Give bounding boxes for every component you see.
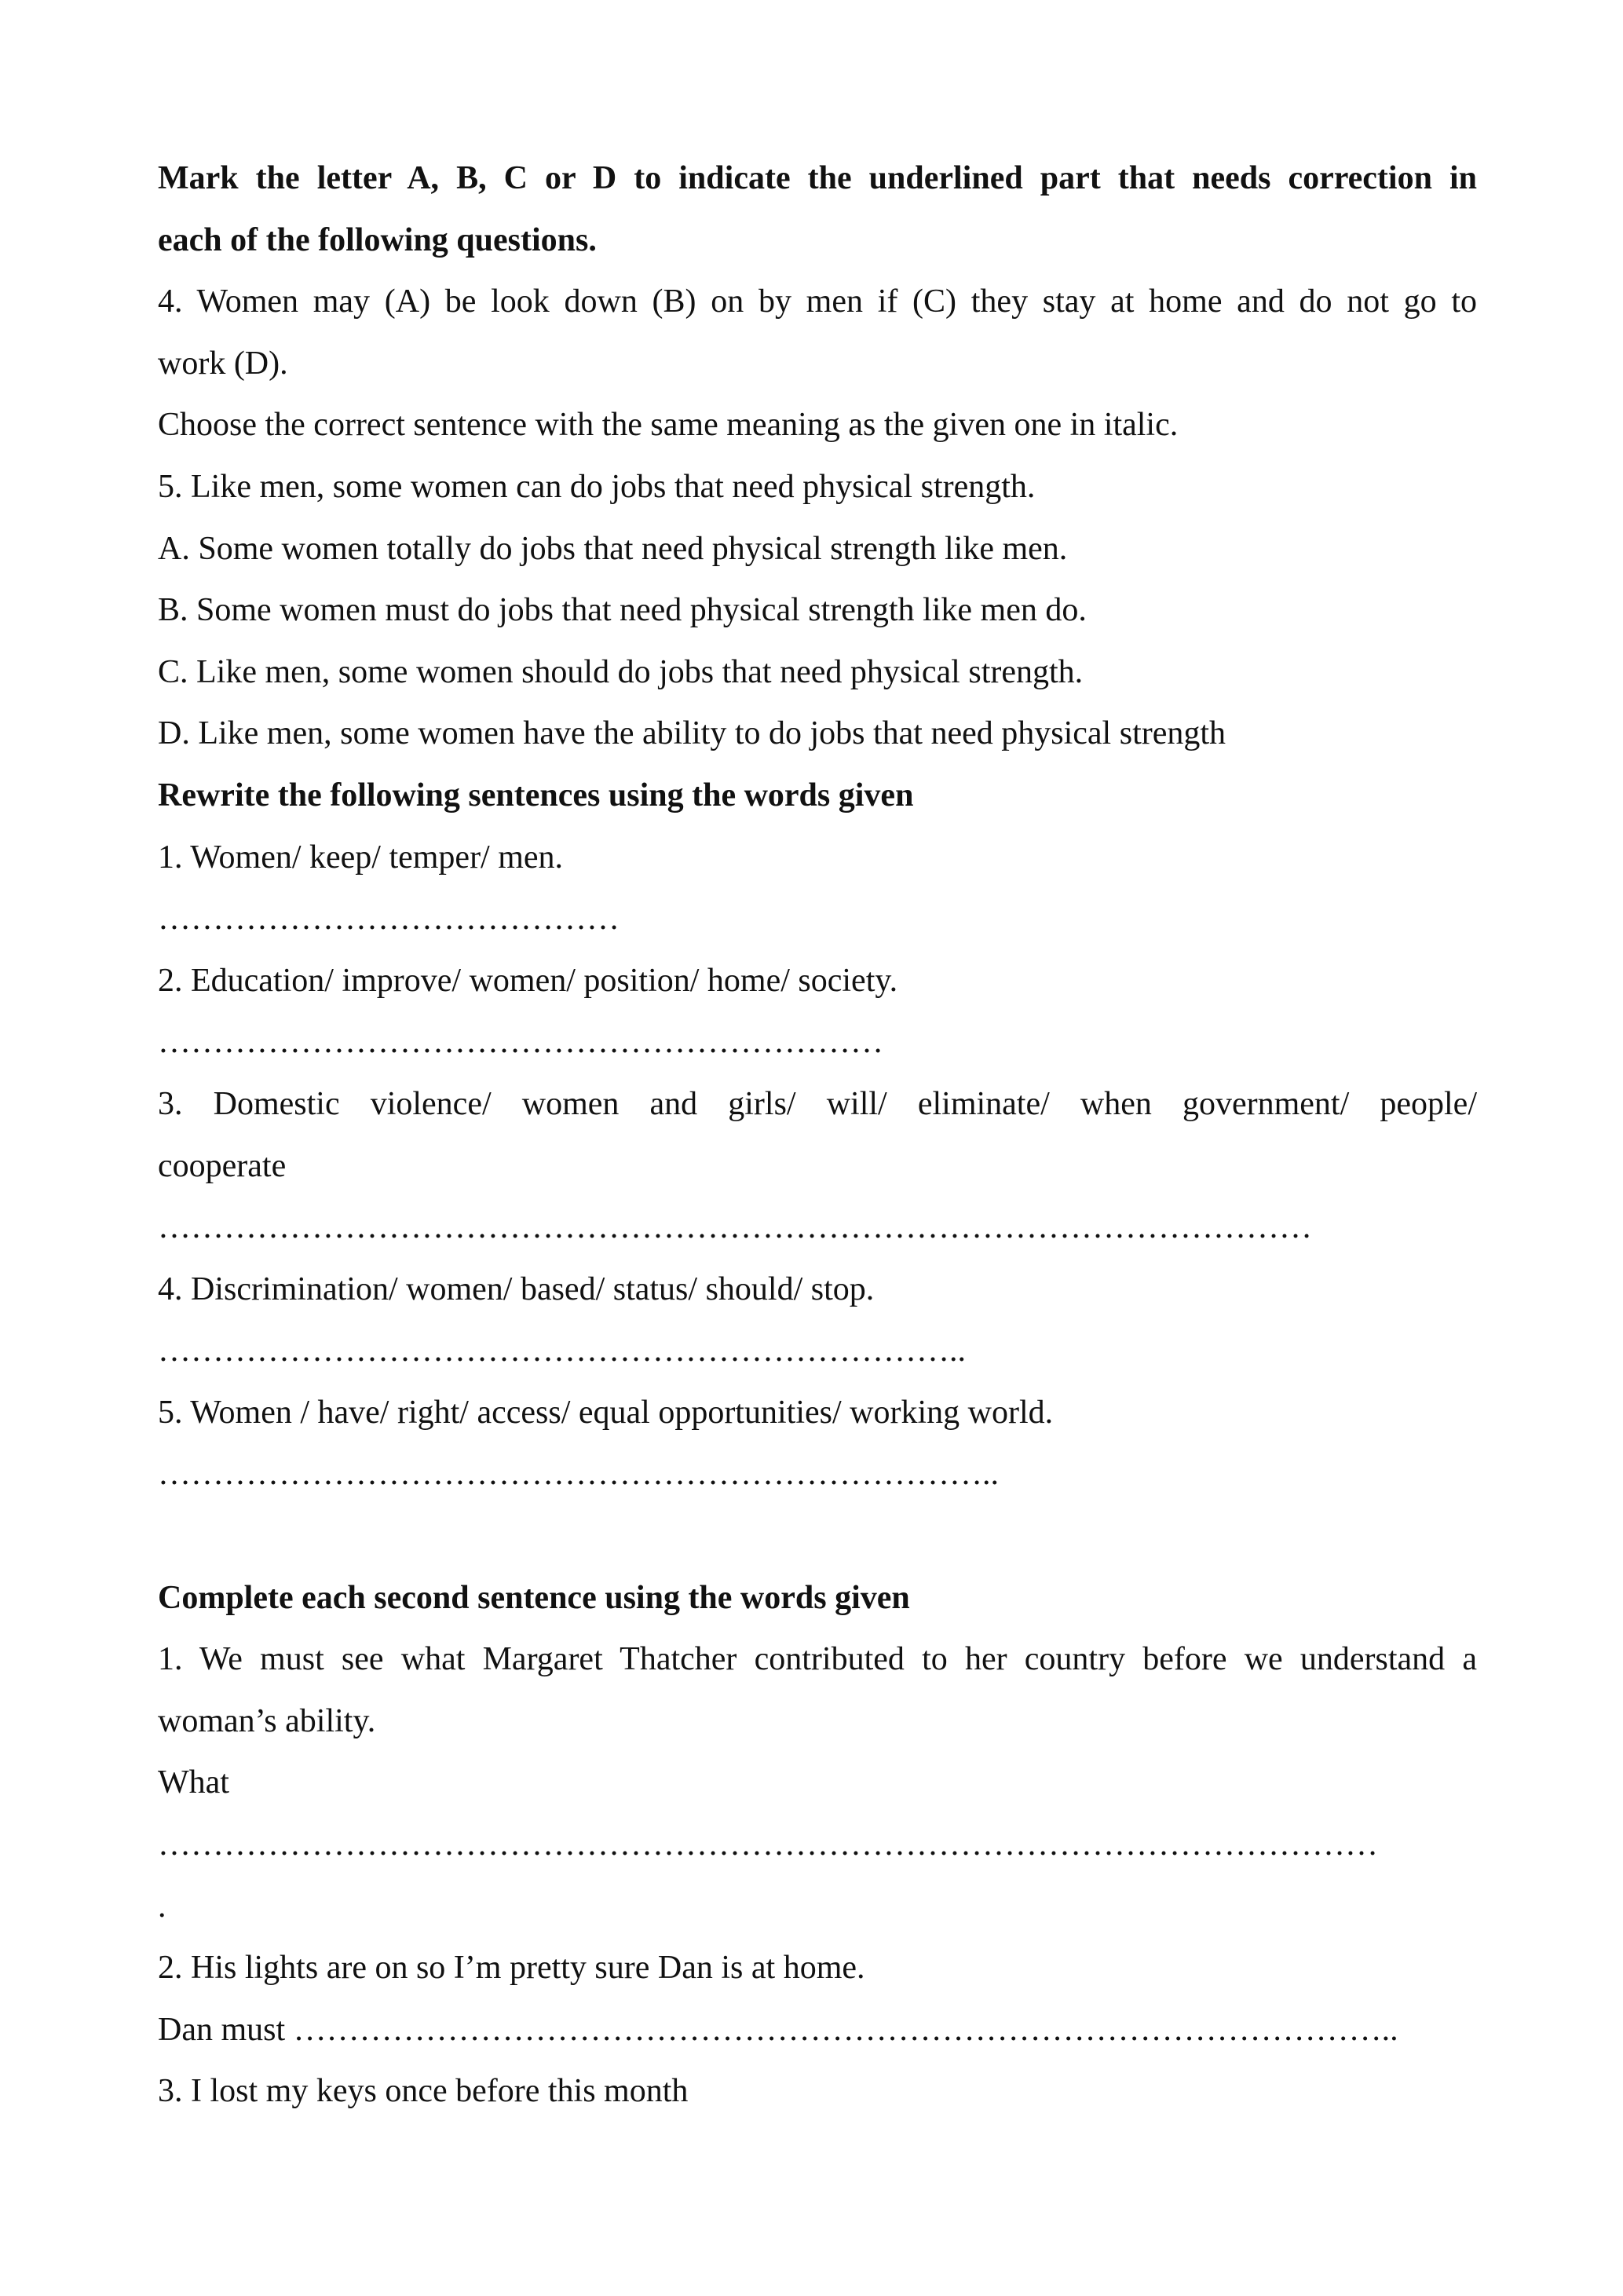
option-c: C. Like men, some women should do jobs that need physical strength. <box>158 653 1084 690</box>
question-text: 1. We must see what Margaret Thatcher contributed to her country before we understand a <box>158 1641 1477 1678</box>
section-heading: Rewrite the following sentences using the words given <box>158 777 914 813</box>
spacer <box>158 1505 1477 1567</box>
worksheet-page <box>158 148 1477 2122</box>
question-text: 5. Women / have/ right/ access/ equal opportunities/ working world. <box>158 1394 1054 1431</box>
question-text: 3. I lost my keys once before this month <box>158 2073 689 2110</box>
option-d: D. Like men, some women have the ability to do jobs that need physical strength <box>158 715 1226 752</box>
question-text: 5. Like men, some women can do jobs that need physical strength. <box>158 468 1036 505</box>
question-text: work (D). <box>158 345 288 382</box>
answer-line: ………………………………………………………………….. <box>158 1456 999 1493</box>
answer-line: ……………………………………………………………….. <box>158 1333 966 1369</box>
question-text: 3. Domestic violence/ women and girls/ will/ eliminate/ when government/ people/ <box>158 1085 1477 1122</box>
question-text: 2. His lights are on so I’m pretty sure Dan is at home. <box>158 1950 865 1987</box>
option-a: A. Some women totally do jobs that need physical strength like men. <box>158 530 1068 567</box>
question-text: 1. Women/ keep/ temper/ men. <box>158 839 564 876</box>
instruction-text: Choose the correct sentence with the same meaning as the given one in italic. <box>158 407 1179 444</box>
question-text: cooperate <box>158 1147 287 1184</box>
question-text: woman’s ability. <box>158 1702 376 1739</box>
answer-start: What <box>158 1764 229 1801</box>
section-heading: Complete each second sentence using the words given <box>158 1579 910 1616</box>
answer-line: …………………………………… <box>158 901 620 938</box>
answer-line: Dan must ……………………………………………………………………………………….. <box>158 2011 1398 2048</box>
section-heading: each of the following questions. <box>158 221 597 258</box>
answer-line: ………………………………………………………………………………………………… <box>158 1826 1378 1863</box>
answer-line: …………………………………………………………………………………………… <box>158 1209 1312 1246</box>
option-b: B. Some women must do jobs that need physical strength like men do. <box>158 592 1087 629</box>
section-heading: Mark the letter A, B, C or D to indicate the underlined part that needs correction in <box>158 160 1477 196</box>
answer-line: ………………………………………………………… <box>158 1024 883 1061</box>
question-text: 4. Discrimination/ women/ based/ status/ should/ stop. <box>158 1270 875 1307</box>
question-text: 2. Education/ improve/ women/ position/ home/ society. <box>158 962 898 999</box>
answer-line-end: . <box>158 1888 166 1925</box>
question-text: 4. Women may (A) be look down (B) on by men if (C) they stay at home and do not go to <box>158 283 1477 320</box>
